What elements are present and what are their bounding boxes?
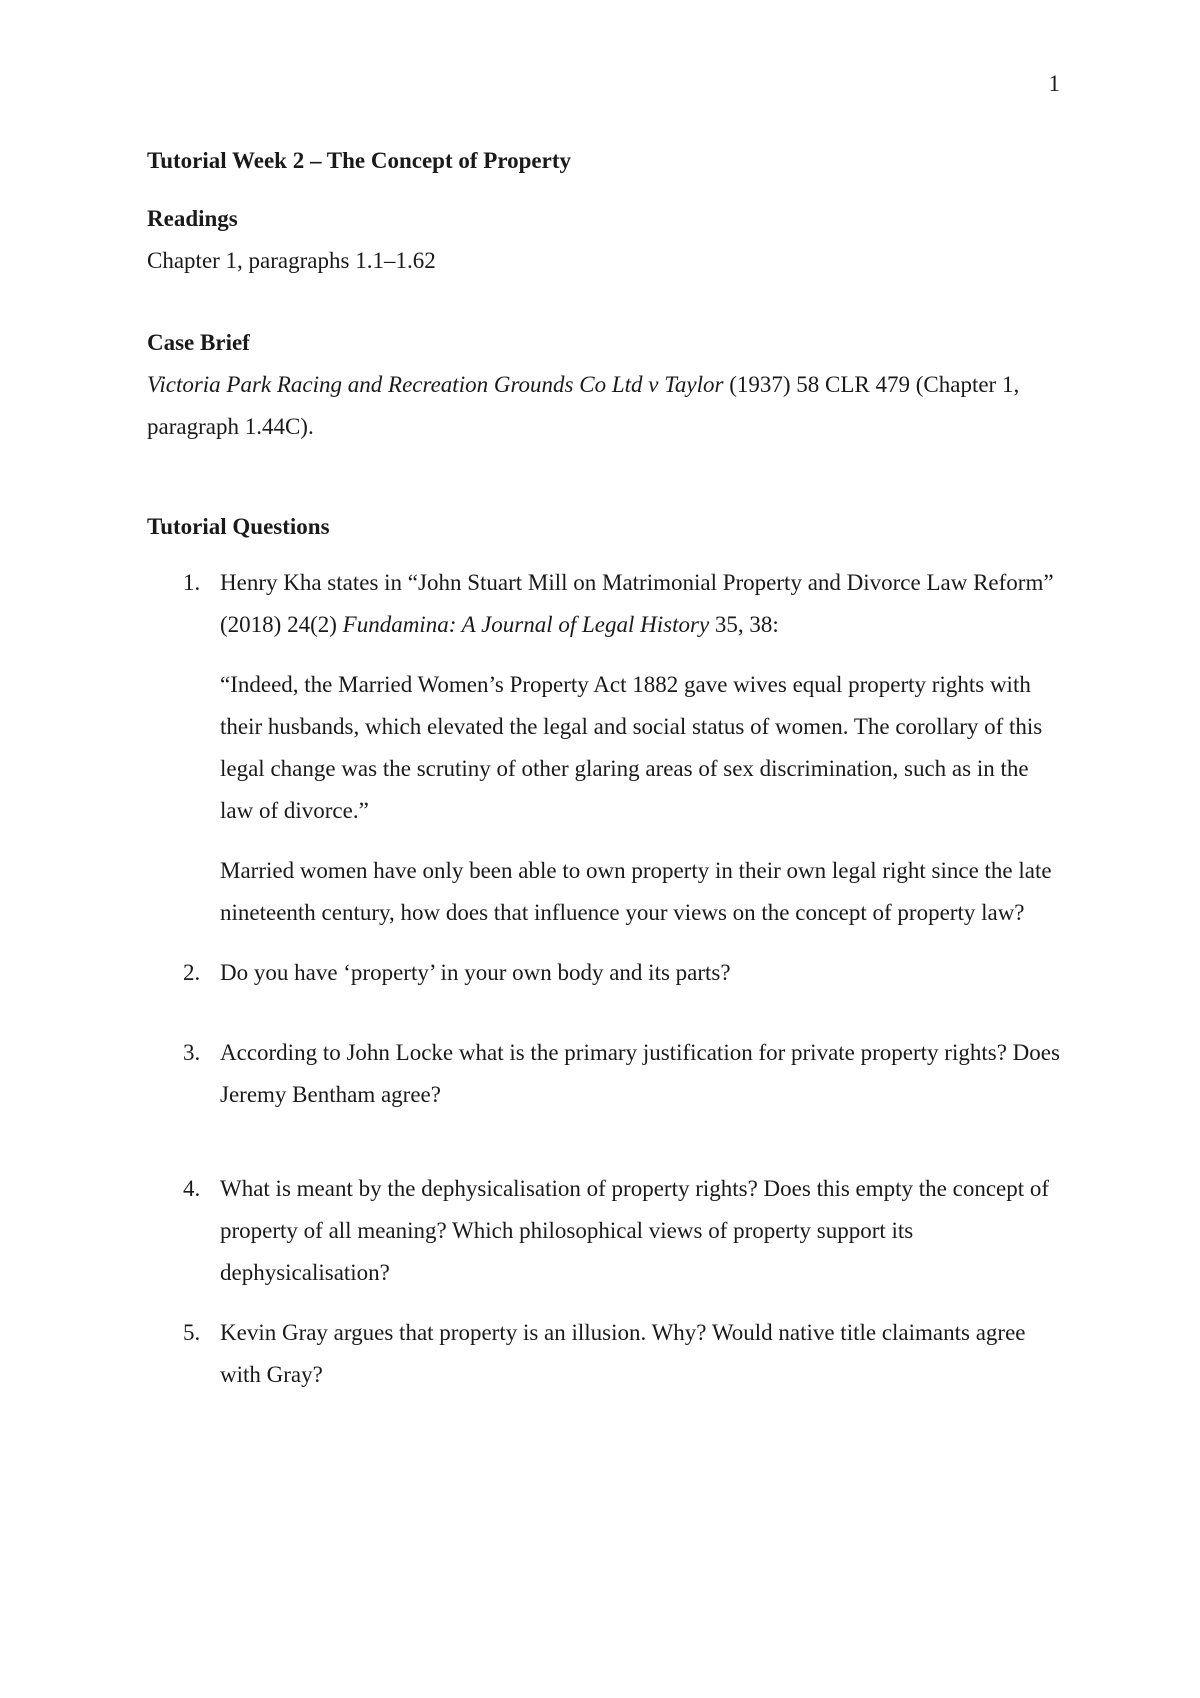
question-2-text: Do you have ‘property’ in your own body and its parts? — [220, 960, 731, 985]
tutorial-questions-heading: Tutorial Questions — [147, 514, 330, 539]
question-1-intro — [220, 562, 1067, 646]
question-4-text: What is meant by the dephysicalisation of property rights? Does this empty the concept of property of all meaning? Which philosophical views of property support its dephysicalisation? — [220, 1176, 1050, 1285]
question-number: 4. — [183, 1176, 201, 1201]
page-number: 1 — [1048, 71, 1060, 96]
question-1-intro-pages: 35, 38: — [709, 612, 779, 637]
readings-text: Chapter 1, paragraphs 1.1–1.62 — [147, 248, 436, 273]
question-item-5 — [147, 1312, 1067, 1396]
page-title: Tutorial Week 2 – The Concept of Property — [147, 148, 572, 173]
question-list — [147, 562, 1067, 1396]
case-brief-heading: Case Brief — [147, 330, 250, 355]
question-item-4 — [147, 1168, 1067, 1294]
journal-title: Fundamina: A Journal of Legal History — [342, 612, 710, 637]
readings-heading: Readings — [147, 206, 238, 231]
case-brief-text — [147, 364, 1067, 448]
question-item-3 — [147, 1032, 1067, 1116]
question-item-2 — [147, 952, 1067, 994]
case-name: Victoria Park Racing and Recreation Grounds Co Ltd v Taylor — [147, 372, 724, 397]
question-number: 2. — [183, 960, 201, 985]
question-number: 3. — [183, 1040, 201, 1065]
question-3-text: According to John Locke what is the primary justification for private property rights? Does Jeremy Bentham agree? — [220, 1040, 1060, 1107]
question-1-intro-text: Henry Kha states in “John Stuart Mill on Matrimonial Property and Divorce Law Reform” (2018) 24(2) — [220, 570, 1054, 637]
document-body — [147, 140, 1067, 1396]
question-number: 1. — [183, 570, 201, 595]
question-number: 5. — [183, 1320, 201, 1345]
case-citation: (1937) 58 CLR 479 (Chapter 1, paragraph 1.44C). — [147, 372, 1020, 439]
question-1-question: Married women have only been able to own property in their own legal right since the late nineteenth century, how does that influence your views on the concept of property law? — [220, 858, 1052, 925]
question-5-text: Kevin Gray argues that property is an illusion. Why? Would native title claimants agree with Gray? — [220, 1320, 1026, 1387]
question-item-1 — [147, 562, 1067, 934]
question-1-quote: “Indeed, the Married Women’s Property Act 1882 gave wives equal property rights with their husbands, which elevated the legal and social status of women. The corollary of this legal change was the scrutiny of other glaring areas of sex discrimination, such as in the law of divorce.” — [220, 672, 1043, 823]
